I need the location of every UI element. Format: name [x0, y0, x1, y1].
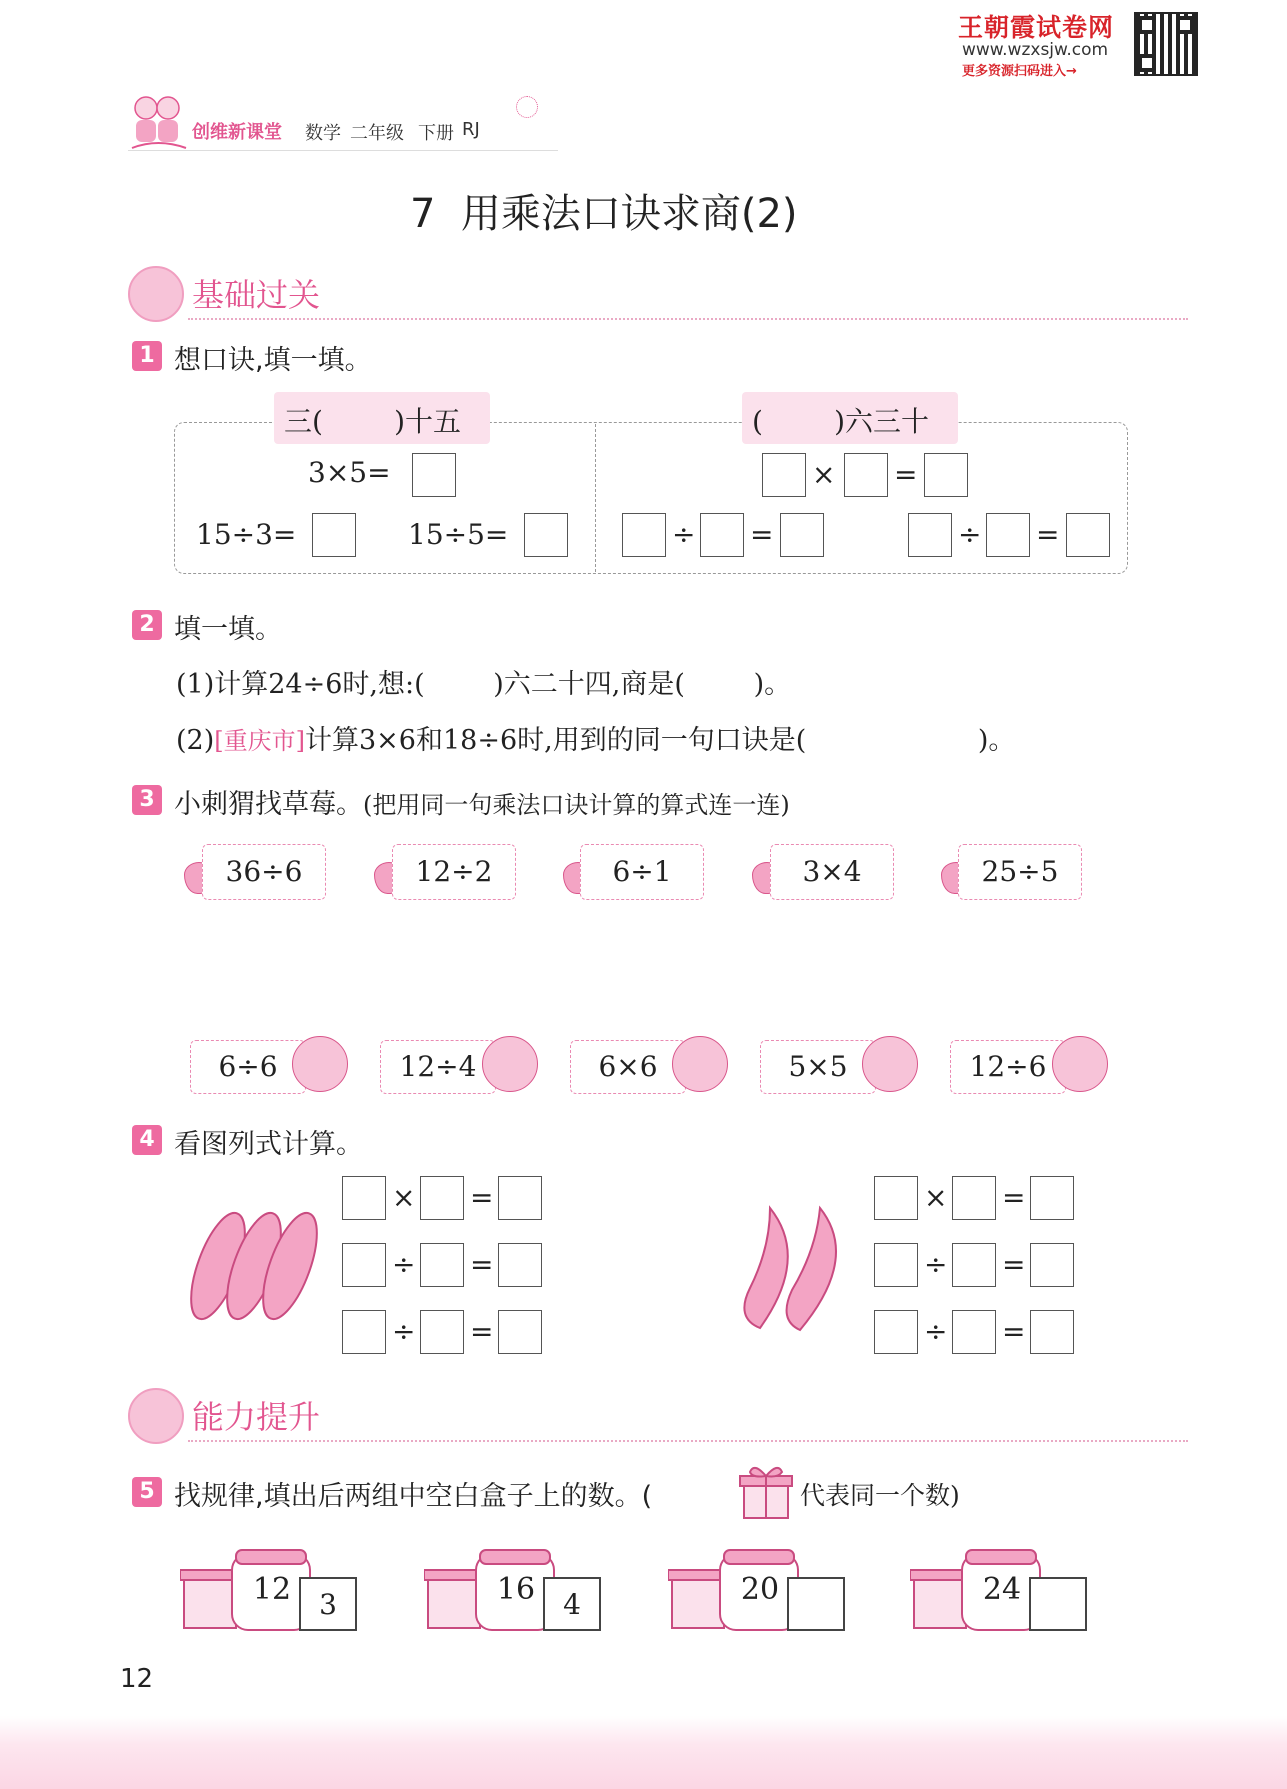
header-edition: RJ — [462, 119, 480, 140]
footer-band — [0, 1716, 1287, 1789]
answer-box[interactable] — [874, 1243, 918, 1287]
answer-box[interactable] — [420, 1310, 464, 1354]
answer-box[interactable] — [524, 513, 568, 557]
divide-sign: ÷ — [392, 1248, 416, 1281]
strawberry-card[interactable]: 3×4 — [770, 844, 894, 900]
hedgehog-card[interactable]: 5×5 — [760, 1040, 876, 1094]
box-group-2 — [424, 1548, 606, 1634]
hedgehog-card[interactable]: 6÷6 — [190, 1040, 306, 1094]
answer-box[interactable] — [986, 513, 1030, 557]
lesson-title: 7 用乘法口诀求商(2) — [410, 191, 798, 237]
boy-mascot-icon — [128, 1388, 184, 1444]
gift-box-icon — [738, 1462, 794, 1520]
strawberry-card[interactable]: 36÷6 — [202, 844, 326, 900]
times-sign: × — [392, 1181, 416, 1214]
equals-sign: = — [1002, 1315, 1026, 1348]
answer-box[interactable] — [312, 513, 356, 557]
brand-tagline: 更多资源扫码进入→ — [962, 64, 1077, 79]
strawberry-card[interactable]: 25÷5 — [958, 844, 1082, 900]
header-volume: 下册 — [418, 123, 454, 144]
box-group-1 — [180, 1548, 362, 1634]
answer-box[interactable] — [1030, 1310, 1074, 1354]
equals-sign: = — [750, 518, 774, 551]
box-number-mid: 24 — [982, 1572, 1022, 1607]
equals-sign: = — [1002, 1248, 1026, 1281]
answer-box[interactable] — [780, 513, 824, 557]
divide-sign: ÷ — [392, 1315, 416, 1348]
answer-box[interactable] — [420, 1243, 464, 1287]
box-number-right[interactable]: 4 — [563, 1588, 581, 1621]
strawberry-card[interactable]: 12÷2 — [392, 844, 516, 900]
q2-number: 2 — [132, 610, 162, 640]
q4-number: 4 — [132, 1125, 162, 1155]
qr-code-icon[interactable] — [1134, 12, 1198, 76]
q5-title: 找规律,填出后两组中空白盒子上的数。( — [174, 1481, 653, 1512]
kids-logo-icon — [128, 92, 188, 152]
header-rule — [128, 150, 558, 151]
hedgehog-icon — [482, 1036, 538, 1092]
box-group-4 — [910, 1548, 1092, 1634]
q3-title-text: 小刺猬找草莓。 — [174, 789, 363, 820]
answer-box[interactable] — [622, 513, 666, 557]
answer-box[interactable] — [952, 1243, 996, 1287]
answer-box[interactable] — [342, 1310, 386, 1354]
q1-right-chant[interactable]: ( )六三十 — [752, 405, 930, 438]
answer-box[interactable] — [498, 1243, 542, 1287]
equals-sign: = — [470, 1248, 494, 1281]
header-subject: 数学 — [305, 123, 341, 144]
answer-box[interactable] — [700, 513, 744, 557]
q1-left-chant[interactable]: 三( )十五 — [284, 405, 462, 438]
answer-box[interactable] — [498, 1176, 542, 1220]
box-number-mid: 16 — [496, 1572, 536, 1607]
hedgehog-icon — [1052, 1036, 1108, 1092]
box-number-right[interactable]: 3 — [319, 1588, 337, 1621]
hedgehog-card[interactable]: 6×6 — [570, 1040, 686, 1094]
q2-line1[interactable]: (1)计算24÷6时,想:( )六二十四,商是( )。 — [176, 669, 792, 700]
divide-sign: ÷ — [958, 518, 982, 551]
answer-box[interactable] — [1030, 1176, 1074, 1220]
girl-mascot-icon — [128, 266, 184, 322]
hedgehog-icon — [672, 1036, 728, 1092]
section-advanced-title: 能力提升 — [192, 1398, 321, 1436]
section-basic-title: 基础过关 — [192, 276, 321, 314]
equals-sign: = — [1002, 1181, 1026, 1214]
page-number: 12 — [120, 1664, 154, 1694]
q5-number: 5 — [132, 1477, 162, 1507]
answer-box[interactable] — [844, 453, 888, 497]
divide-sign: ÷ — [672, 518, 696, 551]
brand-url[interactable]: www.wzxsjw.com — [962, 40, 1109, 60]
q1-title: 想口诀,填一填。 — [174, 345, 372, 376]
hedgehog-card[interactable]: 12÷4 — [380, 1040, 496, 1094]
q1-left-line2b: 15÷5= — [408, 518, 509, 551]
q1-number: 1 — [132, 341, 162, 371]
answer-box[interactable] — [1030, 1243, 1074, 1287]
box-group-3 — [668, 1548, 850, 1634]
q2-line2-prefix: (2) — [176, 725, 215, 756]
answer-box[interactable] — [874, 1176, 918, 1220]
q2-title: 填一填。 — [174, 614, 282, 645]
answer-box[interactable] — [342, 1243, 386, 1287]
equals-sign: = — [470, 1315, 494, 1348]
brand-title: 王朝霞试卷网 — [958, 13, 1115, 42]
times-sign: × — [812, 458, 836, 491]
answer-box[interactable] — [908, 513, 952, 557]
header-series: 创维新课堂 — [192, 122, 282, 143]
equals-sign: = — [1036, 518, 1060, 551]
q1-left-line1: 3×5= — [308, 456, 391, 489]
divide-sign: ÷ — [924, 1248, 948, 1281]
answer-box[interactable] — [952, 1176, 996, 1220]
q2-line2[interactable] — [176, 718, 1015, 757]
answer-box[interactable] — [924, 453, 968, 497]
flower-decoration-icon — [516, 96, 538, 118]
q5-title-note: 代表同一个数) — [800, 1481, 960, 1510]
answer-box[interactable] — [498, 1310, 542, 1354]
equals-sign: = — [894, 458, 918, 491]
answer-box[interactable] — [952, 1310, 996, 1354]
header-grade: 二年级 — [350, 123, 404, 144]
q2-line2-text: 计算3×6和18÷6时,用到的同一句口诀是( )。 — [304, 725, 1016, 756]
box-number-mid: 20 — [740, 1572, 780, 1607]
answer-box[interactable] — [1066, 513, 1110, 557]
answer-box[interactable] — [762, 453, 806, 497]
q1-left-line2a: 15÷3= — [196, 518, 297, 551]
strawberry-card[interactable]: 6÷1 — [580, 844, 704, 900]
q3-title-note: (把用同一句乘法口诀计算的算式连一连) — [363, 791, 790, 819]
q2-region-tag: [重庆市] — [214, 727, 305, 755]
divide-sign: ÷ — [924, 1315, 948, 1348]
peanuts-picture — [180, 1204, 320, 1328]
section-advanced — [128, 1388, 1128, 1448]
q4-title: 看图列式计算。 — [174, 1129, 363, 1160]
hedgehog-icon — [292, 1036, 348, 1092]
answer-box[interactable] — [874, 1310, 918, 1354]
answer-box[interactable] — [420, 1176, 464, 1220]
q3-number: 3 — [132, 785, 162, 815]
q1-divider — [595, 424, 596, 572]
answer-box[interactable] — [412, 453, 456, 497]
equals-sign: = — [470, 1181, 494, 1214]
pea-pods-picture — [730, 1198, 850, 1338]
box-number-mid: 12 — [252, 1572, 292, 1607]
section-basic — [128, 266, 1128, 326]
hedgehog-icon — [862, 1036, 918, 1092]
times-sign: × — [924, 1181, 948, 1214]
hedgehog-card[interactable]: 12÷6 — [950, 1040, 1066, 1094]
q3-title — [174, 782, 790, 821]
answer-box[interactable] — [342, 1176, 386, 1220]
